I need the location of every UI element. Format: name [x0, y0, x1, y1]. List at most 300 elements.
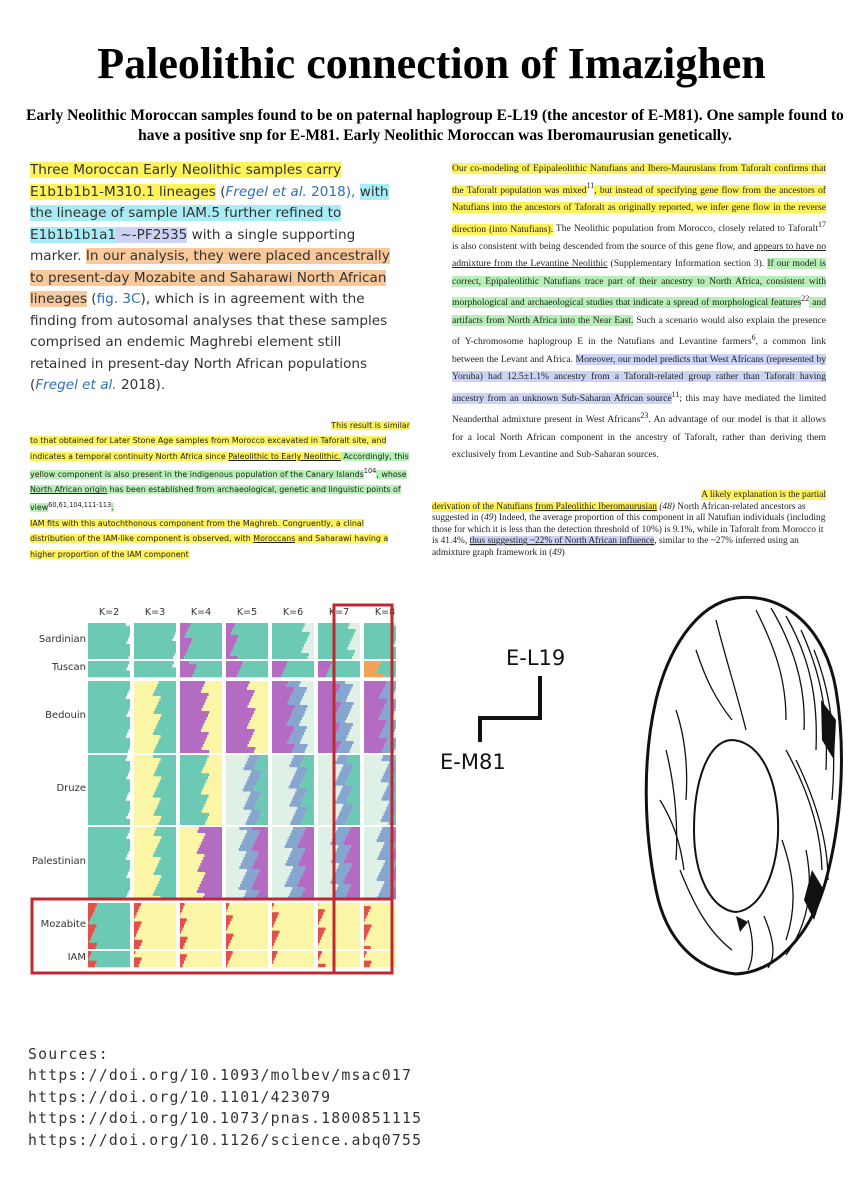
admixture-bar-segment — [297, 807, 308, 810]
admixture-bar-segment — [286, 842, 299, 845]
admixture-bar-segment — [282, 674, 314, 678]
admixture-bar-segment — [237, 638, 268, 641]
admixture-bar-segment — [88, 741, 130, 744]
admixture-bar-segment — [322, 951, 360, 955]
admixture-bar-segment — [246, 822, 257, 825]
admixture-bar-segment — [180, 747, 202, 750]
admixture-bar-segment — [338, 776, 349, 779]
admixture-bar-segment — [318, 912, 323, 915]
admixture-bar-segment — [308, 807, 314, 810]
admixture-bar-segment — [272, 890, 291, 893]
admixture-bar-segment — [336, 819, 347, 822]
admixture-bar-segment — [184, 924, 222, 927]
admixture-bar-segment — [383, 708, 396, 711]
admixture-bar-segment — [303, 798, 314, 801]
admixture-bar-segment — [134, 884, 157, 887]
admixture-bar-segment — [226, 869, 247, 872]
admixture-bar-segment — [158, 804, 176, 807]
admixture-bar-segment — [88, 687, 130, 690]
admixture-bar-segment — [308, 656, 314, 659]
admixture-bar-segment — [245, 804, 256, 807]
admixture-bar-segment — [291, 851, 304, 854]
admixture-bar-segment — [364, 696, 379, 699]
admixture-bar-segment — [272, 747, 294, 750]
admixture-bar-segment — [340, 684, 353, 687]
admixture-bar-segment — [88, 903, 97, 906]
admixture-bar-segment — [364, 720, 386, 723]
admixture-bar-segment — [226, 842, 241, 845]
admixture-bar-segment — [239, 635, 268, 638]
admixture-bar-segment — [364, 934, 367, 937]
admixture-bar-segment — [134, 887, 156, 890]
admixture-bar-segment — [157, 845, 176, 848]
admixture-bar-segment — [204, 684, 222, 687]
excerpt-text: . An advantage of our model is that it allows for a local North African component in the ancestry of Taforalt, rather than deriving them exclusively from Levantine and Sub-Saharan sources. — [452, 414, 826, 461]
admixture-bar-segment — [153, 854, 176, 857]
admixture-bar-segment — [318, 921, 319, 924]
admixture-bar-segment — [92, 951, 130, 955]
admixture-bar-segment — [364, 623, 394, 626]
admixture-bar-segment — [206, 699, 222, 702]
admixture-bar-segment — [296, 770, 307, 773]
admixture-bar-segment — [88, 732, 127, 735]
admixture-bar-segment — [318, 671, 328, 675]
admixture-bar-segment — [201, 792, 222, 795]
excerpt-text: , a common link between the Levant and Africa. — [452, 336, 826, 365]
admixture-bar-segment — [154, 750, 176, 753]
admixture-bar-segment — [188, 937, 222, 940]
admixture-bar-segment — [364, 816, 382, 819]
admixture-bar-segment — [272, 836, 289, 839]
admixture-bar-segment — [247, 779, 258, 782]
admixture-bar-segment — [272, 708, 294, 711]
admixture-bar-segment — [134, 635, 174, 638]
source-link[interactable]: https://doi.org/10.1101/423079 — [28, 1088, 332, 1106]
hand-axe-illustration — [636, 590, 850, 980]
admixture-bar-segment — [347, 735, 360, 738]
admixture-bar-segment — [353, 723, 360, 726]
admixture-bar-segment — [88, 674, 130, 678]
population-label: Tuscan — [51, 662, 86, 673]
admixture-bar-segment — [349, 830, 360, 833]
admixture-bar-segment — [226, 807, 244, 810]
admixture-bar-segment — [243, 878, 256, 881]
source-link[interactable]: https://doi.org/10.1126/science.abq0755 — [28, 1131, 423, 1149]
admixture-bar-segment — [307, 638, 314, 641]
admixture-bar-segment — [352, 807, 360, 810]
admixture-bar-segment — [134, 738, 159, 741]
excerpt-text: Moreover, our model predicts that West Africans (represented by Yoruba) had 12.5±1.1% ancestry from a Taforalt-related group rather than Taforalt having ancestry from an unknown Sub-Saharan African source — [452, 353, 826, 404]
admixture-bar-segment — [321, 954, 360, 958]
admixture-bar-segment — [318, 773, 339, 776]
admixture-bar-segment — [92, 934, 130, 937]
admixture-bar-segment — [156, 807, 176, 810]
admixture-bar-segment — [226, 782, 246, 785]
admixture-bar-segment — [364, 671, 377, 675]
admixture-bar-segment — [272, 779, 292, 782]
admixture-bar-segment — [394, 813, 396, 816]
admixture-bar-segment — [394, 773, 396, 776]
admixture-bar-segment — [156, 767, 176, 770]
admixture-bar-segment — [134, 699, 159, 702]
admixture-bar-segment — [226, 875, 244, 878]
admixture-bar-segment — [364, 674, 384, 678]
admixture-bar-segment — [260, 869, 268, 872]
admixture-bar-segment — [180, 674, 193, 678]
admixture-bar-segment — [272, 903, 274, 906]
admixture-bar-segment — [276, 954, 314, 958]
admixture-bar-segment — [384, 687, 396, 690]
admixture-bar-segment — [88, 819, 130, 822]
admixture-bar-segment — [155, 747, 176, 750]
admixture-bar-segment — [180, 860, 202, 863]
admixture-bar-segment — [231, 918, 268, 921]
admixture-bar-segment — [272, 961, 273, 965]
admixture-bar-segment — [272, 667, 285, 671]
admixture-bar-segment — [134, 921, 142, 924]
admixture-bar-segment — [260, 795, 268, 798]
admixture-bar-segment — [318, 903, 319, 906]
excerpt-text: Canary Islands — [305, 469, 364, 479]
admixture-bar-segment — [156, 848, 176, 851]
admixture-bar-segment — [350, 641, 360, 644]
admixture-bar-segment — [134, 647, 176, 650]
admixture-bar-segment — [286, 881, 299, 884]
admixture-bar-segment — [334, 854, 347, 857]
excerpt-text: ; this may have mediated the limited Neanderthal admixture present in West Africans — [452, 392, 826, 426]
admixture-bar-segment — [88, 761, 130, 764]
admixture-bar-segment — [180, 641, 191, 644]
admixture-bar-segment — [305, 813, 314, 816]
admixture-bar-segment — [229, 961, 268, 965]
admixture-bar-segment — [226, 641, 236, 644]
admixture-bar-segment — [364, 940, 365, 943]
admixture-bar-segment — [244, 807, 255, 810]
admixture-bar-segment — [272, 788, 297, 791]
superscript: 22 — [801, 294, 810, 304]
admixture-bar-segment — [193, 638, 222, 641]
admixture-bar-segment — [364, 795, 383, 798]
admixture-bar-segment — [290, 893, 303, 896]
admixture-bar-segment — [272, 839, 287, 842]
admixture-bar-segment — [156, 744, 176, 747]
admixture-bar-segment — [134, 693, 153, 696]
admixture-bar-segment — [134, 912, 137, 915]
admixture-bar-segment — [202, 687, 222, 690]
admixture-bar-segment — [258, 798, 268, 801]
admixture-bar-segment — [134, 747, 155, 750]
admixture-bar-segment — [287, 839, 300, 842]
admixture-bar-segment — [180, 770, 202, 773]
admixture-bar-segment — [347, 647, 360, 650]
admixture-bar-segment — [203, 705, 222, 708]
admixture-bar-segment — [244, 875, 257, 878]
admixture-bar-segment — [181, 931, 222, 934]
admixture-bar-segment — [226, 833, 246, 836]
admixture-bar-segment — [226, 881, 241, 884]
admixture-bar-segment — [155, 810, 176, 813]
admixture-bar-segment — [139, 928, 176, 931]
admixture-bar-segment — [207, 779, 222, 782]
admixture-bar-segment — [249, 702, 268, 705]
admixture-bar-segment — [318, 854, 334, 857]
admixture-bar-segment — [342, 807, 353, 810]
admixture-bar-segment — [277, 915, 314, 918]
admixture-bar-segment — [364, 807, 386, 810]
admixture-bar-segment — [226, 714, 253, 717]
admixture-bar-segment — [272, 699, 289, 702]
admixture-bar-segment — [364, 664, 379, 668]
admixture-bar-segment — [335, 872, 348, 875]
admixture-bar-segment — [243, 788, 254, 791]
admixture-bar-segment — [88, 785, 130, 788]
admixture-bar-segment — [208, 714, 222, 717]
admixture-bar-segment — [318, 699, 333, 702]
admixture-bar-segment — [185, 635, 222, 638]
admixture-bar-segment — [230, 921, 268, 924]
admixture-bar-segment — [202, 878, 222, 881]
admixture-bar-segment — [257, 875, 268, 878]
admixture-bar-segment — [364, 872, 379, 875]
admixture-bar-segment — [90, 940, 130, 943]
admixture-bar-segment — [364, 711, 382, 714]
population-label: Mozabite — [40, 919, 86, 930]
admixture-bar-segment — [180, 671, 194, 675]
admixture-bar-segment — [340, 744, 353, 747]
admixture-bar-segment — [272, 937, 277, 940]
admixture-bar-segment — [246, 782, 257, 785]
admixture-bar-segment — [302, 854, 314, 857]
admixture-bar-segment — [331, 842, 344, 845]
admixture-bar-segment — [259, 816, 268, 819]
superscript: 104 — [363, 467, 377, 476]
admixture-bar-segment — [364, 741, 386, 744]
source-link[interactable]: https://doi.org/10.1073/pnas.1800851115 — [28, 1110, 423, 1128]
admixture-bar-segment — [257, 761, 268, 764]
admixture-bar-segment — [252, 696, 268, 699]
excerpt-text: Such a scenario would also explain the presence of Y-chromosome haplogroup E in the Natufians and Levantine farmers — [452, 314, 827, 348]
admixture-bar-segment — [254, 807, 268, 810]
admixture-bar-segment — [273, 906, 314, 909]
admixture-bar-segment — [272, 946, 273, 949]
admixture-bar-segment — [184, 656, 222, 659]
admixture-bar-segment — [343, 804, 354, 807]
admixture-bar-segment — [134, 705, 156, 708]
admixture-bar-segment — [88, 750, 128, 753]
admixture-bar-segment — [297, 845, 314, 848]
admixture-bar-segment — [340, 705, 353, 708]
admixture-bar-segment — [180, 839, 202, 842]
source-link[interactable]: https://doi.org/10.1093/molbev/msac017 — [28, 1067, 413, 1085]
admixture-bar-segment — [226, 705, 248, 708]
admixture-bar-segment — [300, 878, 314, 881]
admixture-bar-segment — [88, 770, 129, 773]
admixture-bar-segment — [394, 623, 396, 626]
admixture-bar-segment — [272, 798, 292, 801]
admixture-bar-segment — [287, 684, 300, 687]
excerpt-text: with the lineage of sample IAM.5 further refined to E1b1b1b1a1 — [30, 183, 389, 243]
admixture-bar-segment — [134, 711, 154, 714]
admixture-bar-segment — [183, 964, 222, 968]
admixture-bar-segment — [226, 741, 249, 744]
admixture-bar-segment — [272, 650, 301, 653]
admixture-bar-segment — [232, 629, 268, 632]
admixture-bar-segment — [259, 776, 268, 779]
admixture-bar-segment — [301, 650, 314, 653]
admixture-bar-segment — [272, 816, 293, 819]
admixture-bar-segment — [304, 851, 315, 854]
admixture-bar-segment — [88, 708, 129, 711]
admixture-bar-segment — [89, 921, 130, 924]
admixture-bar-segment — [353, 785, 360, 788]
excerpt-text: 49 — [552, 547, 562, 558]
admixture-bar-segment — [299, 684, 314, 687]
admixture-bar-segment — [277, 951, 314, 955]
excerpt-text: 49 — [484, 513, 494, 524]
admixture-bar-segment — [347, 758, 360, 761]
admixture-bar-segment — [207, 696, 222, 699]
admixture-bar-segment — [293, 729, 306, 732]
admixture-bar-segment — [378, 836, 391, 839]
admixture-bar-segment — [287, 661, 314, 665]
admixture-bar-segment — [207, 717, 222, 720]
admixture-bar-segment — [318, 961, 360, 965]
admixture-bar-segment — [226, 795, 249, 798]
admixture-bar-segment — [209, 813, 222, 816]
admixture-bar-segment — [306, 729, 314, 732]
admixture-bar-segment — [364, 827, 382, 830]
admixture-bar-segment — [134, 650, 176, 653]
admixture-bar-segment — [393, 755, 396, 758]
admixture-bar-segment — [180, 893, 205, 896]
admixture-bar-segment — [318, 667, 329, 671]
admixture-bar-segment — [134, 893, 153, 896]
admixture-bar-segment — [249, 795, 260, 798]
admixture-bar-segment — [231, 954, 268, 958]
admixture-bar-segment — [364, 845, 383, 848]
admixture-bar-segment — [364, 801, 389, 804]
admixture-bar-segment — [88, 792, 129, 795]
admixture-bar-segment — [206, 801, 222, 804]
admixture-bar-segment — [377, 839, 390, 842]
admixture-bar-segment — [287, 878, 300, 881]
k-label: K=8 — [374, 607, 396, 618]
admixture-bar-segment — [88, 699, 130, 702]
admixture-bar-segment — [274, 903, 314, 906]
excerpt-pnas — [432, 490, 826, 560]
admixture-bar-segment — [141, 903, 176, 906]
admixture-bar-segment — [345, 839, 360, 842]
admixture-bar-segment — [306, 641, 314, 644]
admixture-bar-segment — [134, 726, 156, 729]
admixture-bar-segment — [180, 750, 209, 753]
admixture-bar-segment — [364, 813, 384, 816]
admixture-bar-segment — [161, 776, 176, 779]
admixture-bar-segment — [180, 690, 201, 693]
admixture-bar-segment — [180, 934, 222, 937]
admixture-bar-segment — [364, 735, 379, 738]
admixture-bar-segment — [364, 924, 372, 927]
admixture-bar-segment — [364, 770, 385, 773]
admixture-bar-segment — [141, 943, 176, 946]
admixture-bar-segment — [134, 708, 155, 711]
admixture-bar-segment — [295, 744, 308, 747]
admixture-bar-segment — [226, 664, 241, 668]
admixture-bar-segment — [230, 957, 268, 961]
admixture-bar-segment — [382, 758, 393, 761]
admixture-bar-segment — [292, 869, 305, 872]
admixture-bar-segment — [318, 872, 335, 875]
admixture-bar-segment — [297, 884, 314, 887]
admixture-bar-segment — [156, 726, 176, 729]
admixture-bar-segment — [272, 776, 293, 779]
admixture-bar-segment — [226, 931, 268, 934]
admixture-bar-segment — [246, 872, 259, 875]
admixture-bar-segment — [258, 833, 268, 836]
admixture-bar-segment — [248, 776, 259, 779]
admixture-bar-segment — [180, 928, 183, 931]
admixture-bar-segment — [204, 875, 222, 878]
excerpt-text: ( — [215, 183, 226, 200]
admixture-bar-segment — [180, 702, 205, 705]
excerpt-text: and Saharawi having a higher proportion of the IAM component — [30, 534, 389, 559]
admixture-bar-segment — [140, 924, 176, 927]
admixture-bar-segment — [300, 741, 314, 744]
admixture-bar-segment — [364, 755, 383, 758]
admixture-bar-segment — [308, 744, 314, 747]
admixture-bar-segment — [134, 656, 173, 659]
admixture-bar-segment — [304, 693, 314, 696]
admixture-bar-segment — [209, 732, 222, 735]
admixture-bar-segment — [379, 893, 392, 896]
admixture-bar-segment — [256, 857, 268, 860]
admixture-bar-segment — [88, 863, 130, 866]
admixture-bar-segment — [138, 931, 177, 934]
admixture-bar-segment — [226, 723, 248, 726]
admixture-bar-segment — [202, 708, 222, 711]
admixture-bar-segment — [226, 755, 249, 758]
admixture-bar-segment — [318, 661, 332, 665]
admixture-bar-segment — [396, 884, 397, 887]
admixture-bar-segment — [134, 732, 153, 735]
admixture-bar-segment — [134, 750, 154, 753]
admixture-bar-segment — [159, 681, 177, 684]
admixture-bar-segment — [180, 699, 206, 702]
admixture-bar-segment — [305, 623, 314, 626]
admixture-bar-segment — [318, 782, 335, 785]
admixture-bar-segment — [189, 661, 222, 665]
admixture-bar-segment — [352, 656, 360, 659]
admixture-bar-segment — [318, 931, 324, 934]
admixture-bar-segment — [350, 711, 361, 714]
admixture-bar-segment — [364, 782, 389, 785]
admixture-bar-segment — [134, 816, 161, 819]
admixture-bar-segment — [251, 848, 268, 851]
admixture-bar-segment — [88, 887, 130, 890]
admixture-bar-segment — [226, 785, 244, 788]
admixture-bar-segment — [350, 729, 360, 732]
excerpt-text: ( — [86, 291, 97, 307]
admixture-bar-segment — [181, 912, 222, 915]
admixture-bar-segment — [287, 860, 300, 863]
excerpt-text: ) Indeed, the average proportion of this component in all Natufian individuals (including those for which it is less than the detection threshold of 10%) is 9.1%, while in Taforalt from Morocco it is 41.4%, — [432, 513, 826, 547]
admixture-bar-segment — [205, 854, 223, 857]
admixture-bar-segment — [157, 884, 176, 887]
admixture-bar-segment — [134, 810, 155, 813]
admixture-bar-segment — [304, 776, 315, 779]
admixture-bar-segment — [134, 729, 154, 732]
admixture-bar-segment — [272, 878, 287, 881]
